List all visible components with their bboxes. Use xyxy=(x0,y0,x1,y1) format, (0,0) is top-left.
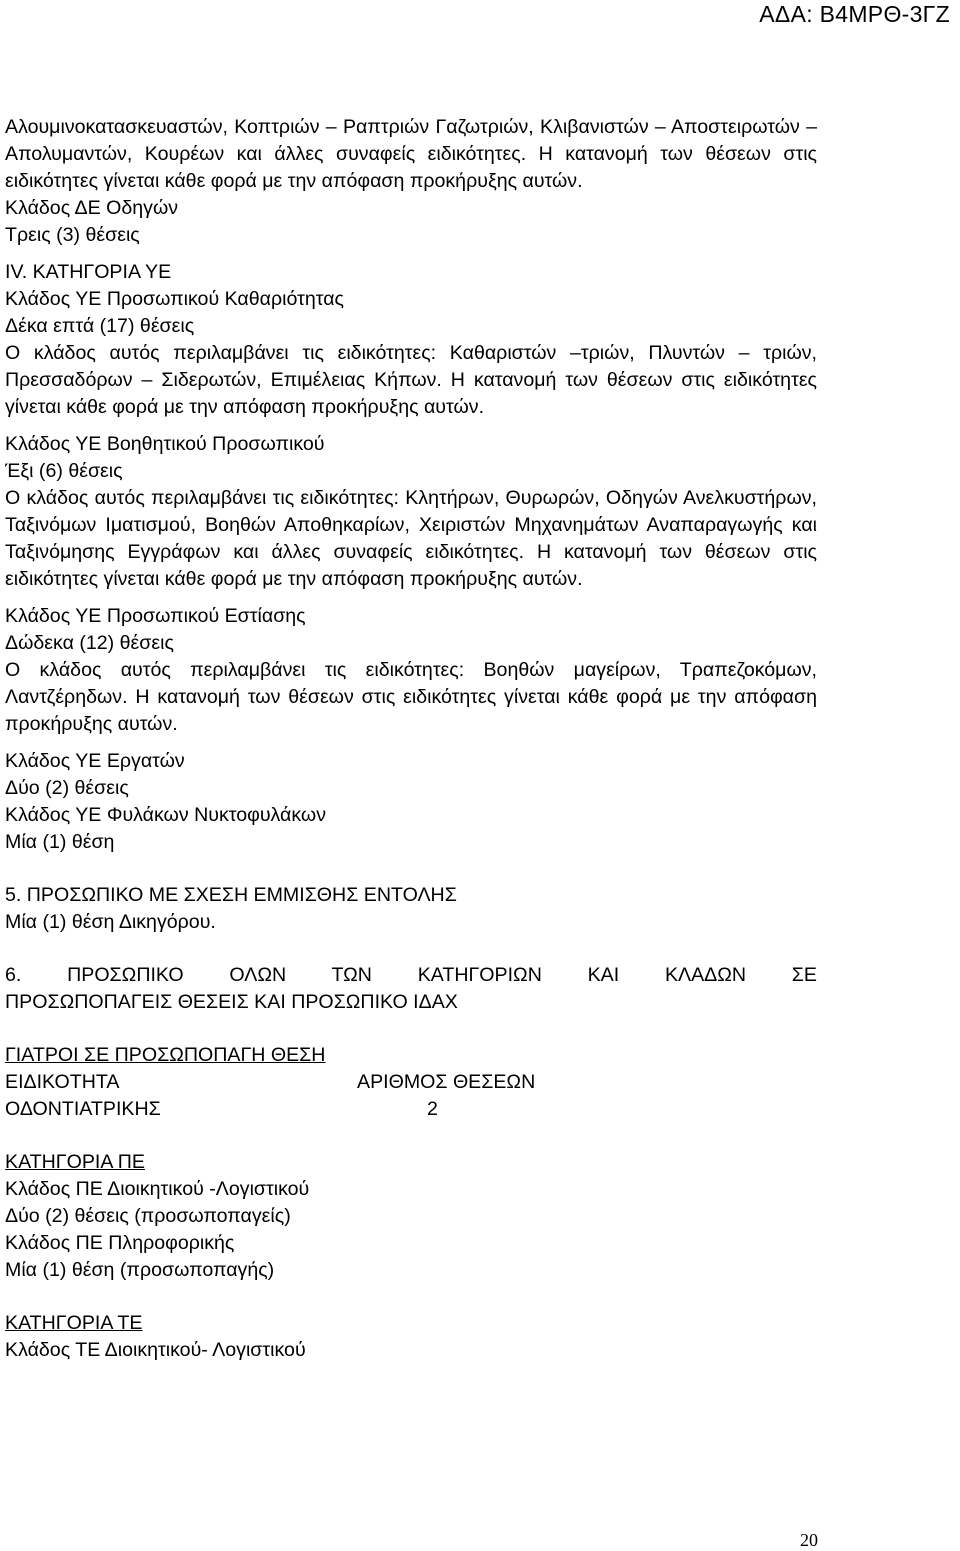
klados-ye-voithitikou: Κλάδος ΥΕ Βοηθητικού Προσωπικού xyxy=(5,433,325,455)
category-pe-heading: ΚΑΤΗΓΟΡΙΑ ΠΕ xyxy=(5,1151,145,1173)
paragraph-cleaning-specialties: Ο κλάδος αυτός περιλαμβάνει τις ειδικότητες: Καθαριστών –τριών, Πλυντών – τριών, Πρεσσαδόρων – Σιδερωτών, Επιμέλειας Κήπων. Η κατανομή των θέσεων στις ειδικότητες γίνεται κάθε φορά με την απόφαση προκήρυξης αυτών. xyxy=(5,342,817,418)
doctors-heading: ΓΙΑΤΡΟΙ ΣΕ ΠΡΟΣΩΠΟΠΑΓΗ ΘΕΣΗ xyxy=(5,1044,326,1066)
category-te-heading: ΚΑΤΗΓΟΡΙΑ ΤΕ xyxy=(5,1312,143,1334)
section-6-heading-line2: ΠΡΟΣΩΠΟΠΑΓΕΙΣ ΘΕΣΕΙΣ ΚΑΙ ΠΡΟΣΩΠΙΚΟ ΙΔΑΧ xyxy=(5,991,458,1013)
klados-de-odigon: Κλάδος ΔΕ Οδηγών xyxy=(5,197,179,219)
positions-count: Δύο (2) θέσεις (προσωποπαγείς) xyxy=(5,1205,291,1227)
specialty-column-header: ΕΙΔΙΚΟΤΗΤΑ xyxy=(5,1071,120,1093)
klados-pe-dioikitikou: Κλάδος ΠΕ Διοικητικού -Λογιστικού xyxy=(5,1178,310,1200)
positions-count: Έξι (6) θέσεις xyxy=(5,460,123,482)
paragraph-auxiliary-specialties: Ο κλάδος αυτός περιλαμβάνει τις ειδικότητες: Κλητήρων, Θυρωρών, Οδηγών Ανελκυστήρων, Ταξινόμων Ιματισμού, Βοηθών Αποθηκαρίων, Χειριστών Μηχανημάτων Αναπαραγωγής και Ταξινόμησης Εγγράφων και άλλες συναφείς ειδικότητες. Η κατανομή των θέσεων στις ειδικότητες γίνεται κάθε φορά με την απόφαση προκήρυξης αυτών. xyxy=(5,487,817,590)
klados-te-dioikitikou: Κλάδος ΤΕ Διοικητικού- Λογιστικού xyxy=(5,1339,306,1361)
klados-ye-ergaton: Κλάδος ΥΕ Εργατών xyxy=(5,750,185,772)
paragraph-catering-specialties: Ο κλάδος αυτός περιλαμβάνει τις ειδικότητες: Βοηθών μαγείρων, Τραπεζοκόμων, Λαντζέρηδων. Η κατανομή των θέσεων στις ειδικότητες γίνεται κάθε φορά με την απόφαση προκήρυξης αυτών. xyxy=(5,659,817,735)
specialty-cell: ΟΔΟΝΤΙΑΤΡΙΚΗΣ xyxy=(5,1098,161,1120)
positions-count: Μία (1) θέση xyxy=(5,831,115,853)
section-5-lawyer-position: Μία (1) θέση Δικηγόρου. xyxy=(5,911,216,933)
page-number: 20 xyxy=(800,1530,818,1550)
klados-ye-fylakon: Κλάδος ΥΕ Φυλάκων Νυκτοφυλάκων xyxy=(5,804,327,826)
positions-count: Τρεις (3) θέσεις xyxy=(5,224,140,246)
positions-count: Μία (1) θέση (προσωποπαγής) xyxy=(5,1259,275,1281)
category-iv-ye-heading: IV. ΚΑΤΗΓΟΡΙΑ ΥΕ xyxy=(5,261,172,283)
document-body xyxy=(5,114,817,1364)
paragraph-specialties-continued: Αλουμινοκατασκευαστών, Κοπτριών – Ραπτριών Γαζωτριών, Κλιβανιστών – Αποστειρωτών – Απολυμαντών, Κουρέων και άλλες συναφείς ειδικότητες. Η κατανομή των θέσεων στις ειδικότητες γίνεται κάθε φορά με την απόφαση προκήρυξης αυτών. xyxy=(5,116,817,192)
specialty-table-header xyxy=(5,1069,817,1096)
positions-count: Δύο (2) θέσεις xyxy=(5,777,129,799)
klados-ye-estiasis: Κλάδος ΥΕ Προσωπικού Εστίασης xyxy=(5,605,306,627)
table-row xyxy=(5,1096,817,1123)
klados-pe-pliroforikis: Κλάδος ΠΕ Πληροφορικής xyxy=(5,1232,235,1254)
document-code: ΑΔΑ: Β4ΜΡΘ-3ΓΖ xyxy=(759,1,950,27)
section-5-heading: 5. ΠΡΟΣΩΠΙΚΟ ΜΕ ΣΧΕΣΗ ΕΜΜΙΣΘΗΣ ΕΝΤΟΛΗΣ xyxy=(5,884,457,906)
count-cell: 2 xyxy=(427,1098,438,1120)
positions-count: Δώδεκα (12) θέσεις xyxy=(5,632,174,654)
positions-count: Δέκα επτά (17) θέσεις xyxy=(5,315,195,337)
klados-ye-katharistes: Κλάδος ΥΕ Προσωπικού Καθαριότητας xyxy=(5,288,344,310)
positions-column-header: ΑΡΙΘΜΟΣ ΘΕΣΕΩΝ xyxy=(357,1071,536,1093)
section-6-heading-line1: 6. ΠΡΟΣΩΠΙΚΟ ΟΛΩΝ ΤΩΝ ΚΑΤΗΓΟΡΙΩΝ ΚΑΙ ΚΛΑΔΩΝ ΣΕ xyxy=(5,964,817,986)
